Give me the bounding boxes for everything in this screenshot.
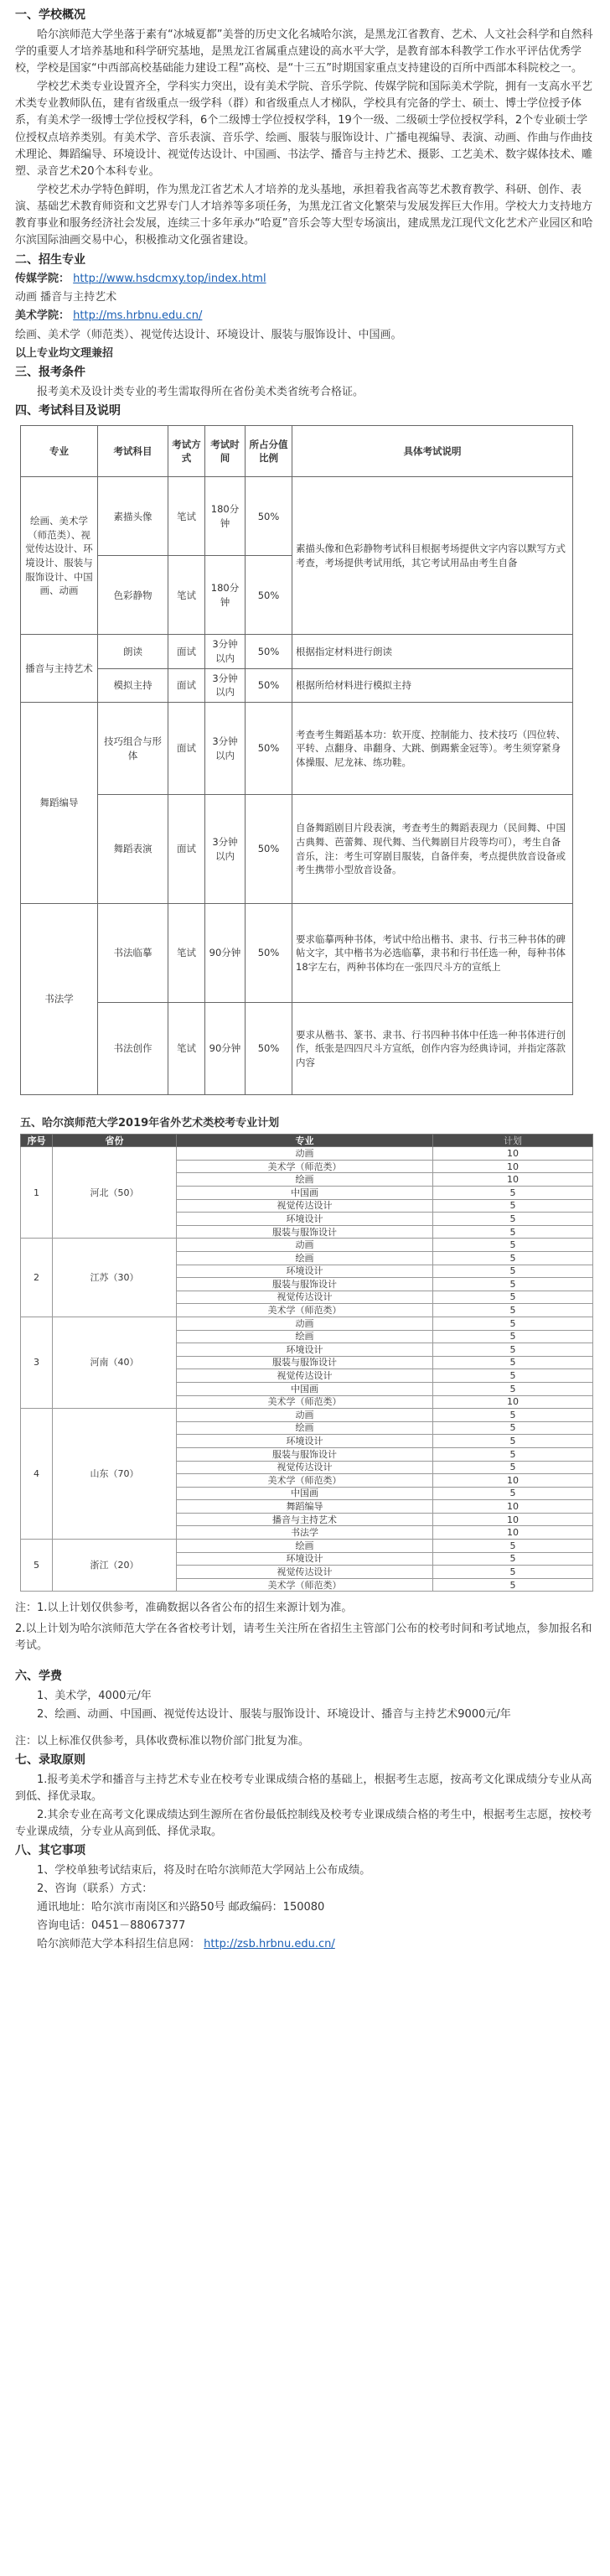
plan-count: 10	[433, 1395, 593, 1409]
mode-cell: 面试	[168, 795, 205, 904]
header-mode: 考试方式	[168, 426, 205, 477]
plan-major: 动画	[177, 1317, 433, 1330]
plan-count: 5	[433, 1213, 593, 1226]
header-time: 考试时间	[205, 426, 246, 477]
ratio-cell: 50%	[246, 795, 292, 904]
exam-header-row	[21, 426, 573, 477]
plan-province: 浙江（20）	[53, 1540, 177, 1592]
plan-count: 10	[433, 1526, 593, 1540]
plan-count: 5	[433, 1409, 593, 1422]
contact-address: 通讯地址：哈尔滨市南岗区和兴路50号 邮政编码：150080	[37, 1901, 325, 1914]
table-row	[21, 1003, 573, 1095]
admission-rule-1: 1.报考美术学和播音与主持艺术专业在校考专业课成绩合格的基础上，根据考生志愿，按高考文化课成绩分专业从高到低、择优录取。	[15, 1773, 592, 1803]
plan-major: 美术学（师范类）	[177, 1578, 433, 1592]
plan-count: 5	[433, 1356, 593, 1369]
enrollment-plan-table	[20, 1134, 593, 1592]
plan-major: 美术学（师范类）	[177, 1474, 433, 1488]
plan-header-no: 序号	[21, 1135, 53, 1147]
plan-count: 5	[433, 1552, 593, 1566]
plan-major: 视觉传达设计	[177, 1291, 433, 1304]
plan-major: 服装与服饰设计	[177, 1356, 433, 1369]
art-college-line	[15, 308, 595, 325]
plan-major: 绘画	[177, 1330, 433, 1343]
header-major: 专业	[21, 426, 98, 477]
plan-major: 服装与服饰设计	[177, 1278, 433, 1291]
art-major-cell: 绘画、美术学（师范类）、视觉传达设计、环境设计、服装与服饰设计、中国画、动画	[21, 477, 98, 635]
plan-count: 5	[433, 1566, 593, 1579]
plan-province: 河北（50）	[53, 1147, 177, 1239]
overview-paragraph-1: 哈尔滨师范大学坐落于素有“冰城夏都”美誉的历史文化名城哈尔滨，是黑龙江省教育、艺术、人文社会科学和自然科学的重要人才培养基地和科学研究基地，是黑龙江省属重点建设的高水平大学，是教育部本科教学工作水平评估优秀学校，学校是国家“中西部高校基础能力建设工程”高校、是“十三五”时期国家重点支持建设的百所中西部本科院校之一。	[15, 28, 593, 75]
plan-major: 视觉传达设计	[177, 1199, 433, 1213]
art-college-label: 美术学院：	[15, 309, 70, 323]
plan-province: 江苏（30）	[53, 1239, 177, 1317]
ratio-cell: 50%	[246, 904, 292, 1003]
media-college-label: 传媒学院：	[15, 273, 70, 286]
plan-count: 5	[433, 1265, 593, 1278]
mode-cell: 面试	[168, 635, 205, 668]
time-cell: 3分钟以内	[205, 635, 246, 668]
plan-header-province: 省份	[53, 1135, 177, 1147]
plan-major: 环境设计	[177, 1435, 433, 1448]
plan-count: 5	[433, 1304, 593, 1317]
plan-major: 中国画	[177, 1382, 433, 1395]
fee-line-1: 1、美术学，4000元/年	[37, 1689, 152, 1702]
exam-subjects-table	[20, 425, 573, 1095]
plan-province: 山东（70）	[53, 1409, 177, 1540]
plan-count: 5	[433, 1239, 593, 1252]
subject-cell: 书法创作	[98, 1003, 168, 1095]
ratio-cell: 50%	[246, 477, 292, 556]
section-7-title: 七、录取原则	[15, 1753, 85, 1767]
subject-cell: 朗读	[98, 635, 168, 668]
plan-count: 5	[433, 1369, 593, 1383]
plan-count: 5	[433, 1343, 593, 1357]
ratio-cell: 50%	[246, 556, 292, 635]
plan-major: 动画	[177, 1147, 433, 1161]
table-row	[21, 668, 573, 702]
plan-note-1: 注：1.以上计划仅供参考，准确数据以各省公布的招生来源计划为准。	[15, 1602, 353, 1615]
section-1-title: 一、学校概况	[15, 8, 85, 22]
ratio-cell: 50%	[246, 1003, 292, 1095]
fee-line-2: 2、绘画、动画、中国画、视觉传达设计、服装与服饰设计、环境设计、播音与主持艺术9000元/年	[37, 1707, 511, 1721]
plan-count: 5	[433, 1421, 593, 1435]
desc-cell: 考查考生舞蹈基本功：软开度、控制能力、技术技巧（四位转、平转、点翻身、串翻身、大跳、倒踢紫金冠等）。考生须穿紧身体操服、尼龙袜、练功鞋。	[292, 703, 573, 795]
fee-note: 注：以上标准仅供参考，具体收费标准以物价部门批复为准。	[15, 1734, 310, 1748]
plan-major: 服装与服饰设计	[177, 1447, 433, 1461]
section-4-title: 四、考试科目及说明	[15, 403, 121, 418]
plan-major: 环境设计	[177, 1552, 433, 1566]
plan-count: 5	[433, 1435, 593, 1448]
eligibility-text: 报考美术及设计类专业的考生需取得所在省份美术类省统考合格证。	[37, 385, 364, 398]
header-ratio: 所占分值比例	[246, 426, 292, 477]
table-row	[21, 1540, 593, 1553]
mode-cell: 笔试	[168, 477, 205, 556]
section-2-title: 二、招生专业	[15, 252, 85, 267]
table-row	[21, 1317, 593, 1330]
admission-website-label: 哈尔滨师范大学本科招生信息网：	[37, 1938, 201, 1951]
plan-count: 5	[433, 1225, 593, 1239]
plan-notes	[15, 1600, 595, 1654]
plan-count: 10	[433, 1500, 593, 1514]
plan-count: 5	[433, 1382, 593, 1395]
admission-website-link[interactable]: http://zsb.hrbnu.edu.cn/	[204, 1938, 335, 1951]
plan-major: 绘画	[177, 1540, 433, 1553]
plan-major: 绘画	[177, 1252, 433, 1265]
subject-cell: 舞蹈表演	[98, 795, 168, 904]
media-college-link[interactable]: http://www.hsdcmxy.top/index.html	[73, 273, 266, 286]
admission-website-line	[15, 1936, 595, 1953]
table-row	[21, 904, 573, 1003]
plan-note-2: 2.以上计划为哈尔滨师范大学在各省校考计划，请考生关注所在省招生主管部门公布的校考时间和考试地点，参加报名和考试。	[15, 1622, 592, 1652]
ratio-cell: 50%	[246, 703, 292, 795]
time-cell: 90分钟	[205, 1003, 246, 1095]
plan-header-major: 专业	[177, 1135, 433, 1147]
plan-count: 5	[433, 1578, 593, 1592]
plan-major: 中国画	[177, 1487, 433, 1500]
contact-phone: 咨询电话：0451－88067377	[37, 1919, 186, 1933]
plan-count: 5	[433, 1540, 593, 1553]
plan-major: 书法学	[177, 1526, 433, 1540]
time-cell: 90分钟	[205, 904, 246, 1003]
plan-major: 环境设计	[177, 1265, 433, 1278]
table-row	[21, 1409, 593, 1422]
broadcast-major-cell: 播音与主持艺术	[21, 635, 98, 703]
plan-major: 绘画	[177, 1421, 433, 1435]
mode-cell: 面试	[168, 668, 205, 702]
plan-count: 5	[433, 1187, 593, 1200]
plan-header-count: 计划	[433, 1135, 593, 1147]
plan-major: 视觉传达设计	[177, 1461, 433, 1474]
dance-major-cell: 舞蹈编导	[21, 703, 98, 904]
plan-major: 环境设计	[177, 1213, 433, 1226]
plan-major: 播音与主持艺术	[177, 1513, 433, 1526]
plan-count: 10	[433, 1513, 593, 1526]
plan-group-number: 2	[21, 1239, 53, 1317]
plan-count: 5	[433, 1487, 593, 1500]
plan-count: 5	[433, 1317, 593, 1330]
plan-major: 视觉传达设计	[177, 1566, 433, 1579]
section-5-title: 五、哈尔滨师范大学2019年省外艺术类校考专业计划	[20, 1117, 280, 1130]
plan-province: 河南（40）	[53, 1317, 177, 1408]
ratio-cell: 50%	[246, 668, 292, 702]
plan-major: 美术学（师范类）	[177, 1395, 433, 1409]
admission-rule-2: 2.其余专业在高考文化课成绩达到生源所在省份最低控制线及校考专业课成绩合格的考生中，根据考生志愿，按校考专业课成绩，分专业从高到低、择优录取。	[15, 1808, 592, 1839]
time-cell: 180分钟	[205, 556, 246, 635]
plan-major: 动画	[177, 1409, 433, 1422]
table-row	[21, 635, 573, 668]
desc-cell: 要求从楷书、篆书、隶书、行书四种书体中任选一种书体进行创作，纸张是四四尺斗方宣纸，创作内容为经典诗词，并指定落款内容	[292, 1003, 573, 1095]
plan-count: 10	[433, 1160, 593, 1173]
plan-group-number: 3	[21, 1317, 53, 1408]
plan-count: 5	[433, 1291, 593, 1304]
media-college-line	[15, 271, 595, 288]
desc-cell: 素描头像和色彩静物考试科目根据考场提供文字内容以默写方式考查，考场提供考试用纸，其它考试用品由考生自备	[292, 477, 573, 635]
plan-group-number: 5	[21, 1540, 53, 1592]
plan-major: 美术学（师范类）	[177, 1160, 433, 1173]
plan-body	[21, 1147, 593, 1592]
time-cell: 180分钟	[205, 477, 246, 556]
table-row	[21, 1147, 593, 1161]
section-3-title: 三、报考条件	[15, 365, 85, 379]
plan-count: 5	[433, 1199, 593, 1213]
other-item-2: 2、咨询（联系）方式：	[37, 1883, 153, 1896]
plan-major: 环境设计	[177, 1343, 433, 1357]
subject-cell: 书法临摹	[98, 904, 168, 1003]
time-cell: 3分钟以内	[205, 795, 246, 904]
plan-major: 动画	[177, 1239, 433, 1252]
subject-cell: 模拟主持	[98, 668, 168, 702]
majors-note: 以上专业均文理兼招	[15, 346, 114, 360]
time-cell: 3分钟以内	[205, 668, 246, 702]
desc-cell: 根据指定材料进行朗读	[292, 635, 573, 668]
plan-major: 中国画	[177, 1187, 433, 1200]
plan-major: 绘画	[177, 1173, 433, 1187]
plan-count: 5	[433, 1252, 593, 1265]
ratio-cell: 50%	[246, 635, 292, 668]
desc-cell: 要求临摹两种书体，考试中给出楷书、隶书、行书三种书体的碑帖文字，其中楷书为必选临摹，隶书和行书任选一种，每种书体18字左右，两种书体均在一张四尺斗方的宣纸上	[292, 904, 573, 1003]
subject-cell: 色彩静物	[98, 556, 168, 635]
mode-cell: 笔试	[168, 556, 205, 635]
subject-cell: 素描头像	[98, 477, 168, 556]
plan-group-number: 4	[21, 1409, 53, 1540]
art-college-majors: 绘画、美术学（师范类）、视觉传达设计、环境设计、服装与服饰设计、中国画。	[15, 328, 402, 341]
plan-major: 服装与服饰设计	[177, 1225, 433, 1239]
plan-count: 10	[433, 1147, 593, 1161]
mode-cell: 笔试	[168, 1003, 205, 1095]
plan-count: 5	[433, 1330, 593, 1343]
desc-cell: 根据所给材料进行模拟主持	[292, 668, 573, 702]
plan-header-row	[21, 1135, 593, 1147]
plan-group-number: 1	[21, 1147, 53, 1239]
calligraphy-major-cell: 书法学	[21, 904, 98, 1095]
media-college-majors: 动画 播音与主持艺术	[15, 291, 117, 304]
plan-major: 舞蹈编导	[177, 1500, 433, 1514]
plan-major: 视觉传达设计	[177, 1369, 433, 1383]
table-row	[21, 477, 573, 556]
plan-major: 美术学（师范类）	[177, 1304, 433, 1317]
table-row	[21, 1239, 593, 1252]
art-college-link[interactable]: http://ms.hrbnu.edu.cn/	[73, 309, 203, 323]
subject-cell: 技巧组合与形体	[98, 703, 168, 795]
table-row	[21, 703, 573, 795]
plan-count: 10	[433, 1474, 593, 1488]
header-desc: 具体考试说明	[292, 426, 573, 477]
mode-cell: 笔试	[168, 904, 205, 1003]
header-subject: 考试科目	[98, 426, 168, 477]
plan-count: 10	[433, 1173, 593, 1187]
table-row	[21, 795, 573, 904]
time-cell: 3分钟以内	[205, 703, 246, 795]
overview-paragraph-2: 学校艺术类专业设置齐全，学科实力突出，设有美术学院、音乐学院、传媒学院和国际美术学院，拥有一支高水平艺术类专业教师队伍，建有省级重点一级学科（群）和省级重点人才梯队，学校具有完备的学士、硕士、博士学位授予体系，有美术学一级博士学位授权学科，6个二级博士学位授权学科，19个一级、二级硕士学位授权学科，2个专业硕士学位授权点培养类别。有美术学、音乐表演、音乐学、绘画、服装与服饰设计、广播电视编导、表演、动画、作曲与作曲技术理论、舞蹈编导、环境设计、视觉传达设计、中国画、书法学、播音与主持艺术、摄影、工艺美术、数字媒体技术、雕塑、录音艺术20个本科专业。	[15, 80, 593, 178]
plan-count: 5	[433, 1461, 593, 1474]
section-8-title: 八、其它事项	[15, 1844, 85, 1858]
plan-count: 5	[433, 1447, 593, 1461]
plan-count: 5	[433, 1278, 593, 1291]
overview-paragraph-3: 学校艺术办学特色鲜明，作为黑龙江省艺术人才培养的龙头基地，承担着我省高等艺术教育教学、科研、创作、表演、基础艺术教育师资和文艺界专门人才培养等多项任务，为黑龙江省文化繁荣与发展发挥巨大作用。学校大力支持地方教育事业和服务经济社会发展，连续三十多年承办“哈夏”音乐会等大型专场演出，建成黑龙江现代文化艺术产业园区和哈尔滨国际油画交易中心，积极推动文化强省建设。	[15, 183, 593, 247]
mode-cell: 面试	[168, 703, 205, 795]
section-6-title: 六、学费	[15, 1669, 62, 1683]
desc-cell: 自备舞蹈剧目片段表演，考查考生的舞蹈表现力（民间舞、中国古典舞、芭蕾舞、现代舞、当代舞剧目片段等均可），考生自备音乐，注：考生可穿剧目服装，自备伴奏，考点提供放音设备或考生携带小型放音设备。	[292, 795, 573, 904]
other-item-1: 1、学校单独考试结束后，将及时在哈尔滨师范大学网站上公布成绩。	[37, 1863, 371, 1877]
